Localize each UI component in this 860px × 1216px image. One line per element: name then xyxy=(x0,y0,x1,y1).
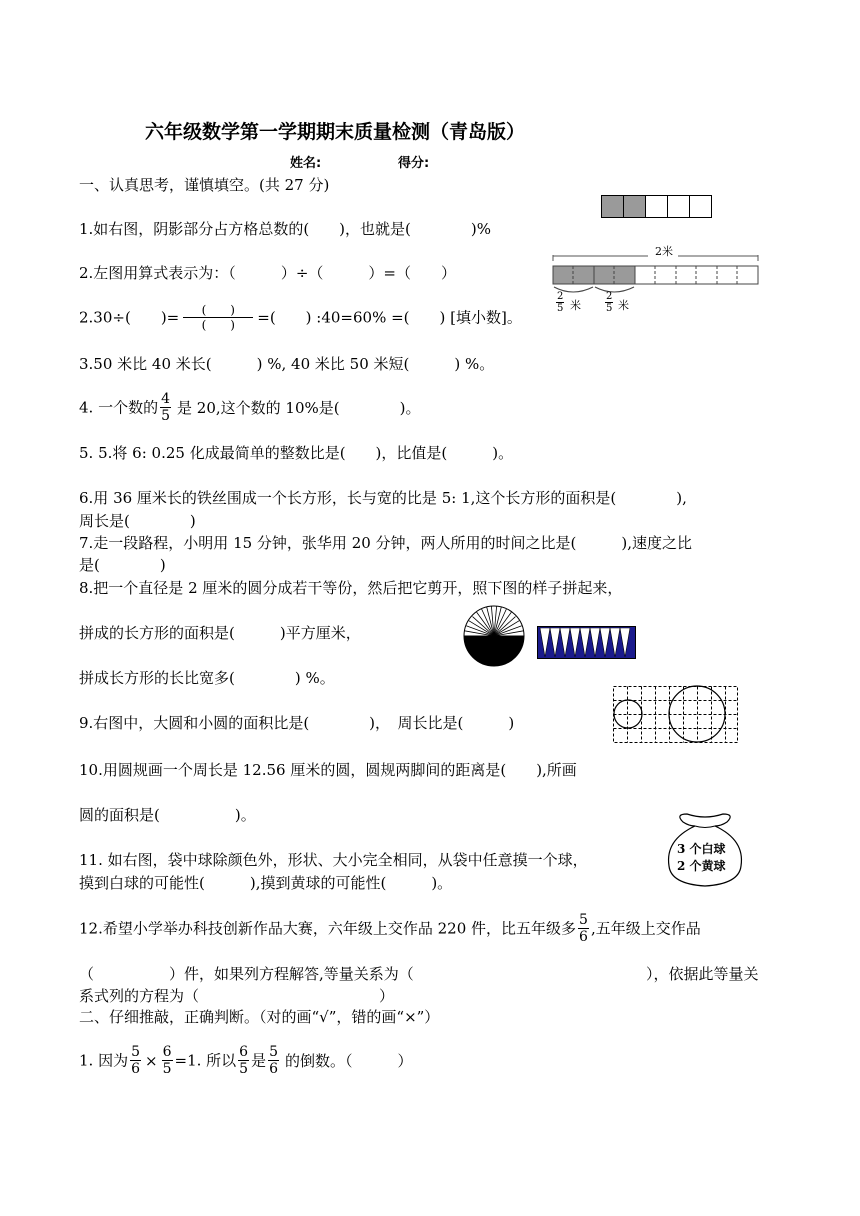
section-1-heading: 一、认真思考，谨慎填空。(共 27 分) xyxy=(79,176,330,194)
question-12-line-2b: ），依据此等量关 xyxy=(646,965,759,983)
question-12-line-1 xyxy=(79,912,701,945)
question-3: 3.50 米比 40 米长( ) %, 40 米比 50 米短( ) %。 xyxy=(79,355,495,373)
q1-cell-shaded-1 xyxy=(602,196,624,218)
j1-frac-b: $\frac{6}{5}$ xyxy=(162,1044,172,1077)
q1-cell-4 xyxy=(668,196,690,218)
question-8-line-2: 拼成的长方形的面积是( )平方厘米， xyxy=(79,624,361,642)
q1-grid-figure xyxy=(601,195,714,219)
bag-line-2: 2 个黄球 xyxy=(677,859,726,873)
q2-figure xyxy=(548,241,763,316)
question-1: 1.如右图，阴影部分占方格总数的( )，也就是( )% xyxy=(79,220,491,238)
question-10-line-1: 10.用圆规画一个周长是 12.56 厘米的圆，圆规两脚间的距离是( ),所画 xyxy=(79,761,577,779)
page-title: 六年级数学第一学期期末质量检测（青岛版） xyxy=(145,121,526,143)
q2-piece-unit-1: 米 xyxy=(570,299,581,312)
question-4 xyxy=(79,391,420,424)
question-10-line-2: 圆的面积是( )。 xyxy=(79,806,256,824)
q2-piece-fraction-2: $\frac{2}{5}$ xyxy=(606,291,613,314)
question-12-line-3: 系式列的方程为（ ） xyxy=(79,987,395,1005)
question-11-line-2: 摸到白球的可能性( ),摸到黄球的可能性( )。 xyxy=(79,874,453,892)
question-7-line-2: 是( ) xyxy=(79,556,166,574)
q1-cell-shaded-2 xyxy=(624,196,646,218)
j1-frac-d: $\frac{5}{6}$ xyxy=(269,1044,279,1077)
q4-prefix: 4. 一个数的 xyxy=(79,398,159,417)
q2b-suffix: =( ) :40=60% =( ) [填小数]。 xyxy=(257,308,522,327)
q2b-prefix: 2.30÷( )= xyxy=(79,308,180,327)
q4-fraction: $\frac{4}{5}$ xyxy=(161,391,171,424)
question-2: 2.左图用算式表示为：（ ）÷（ ）=（ ） xyxy=(79,264,456,282)
q12-fraction: $\frac{5}{6}$ xyxy=(579,912,588,945)
question-9: 9.右图中，大圆和小圆的面积比是( )， 周长比是( ) xyxy=(79,714,515,732)
q11-bag-figure xyxy=(655,810,755,890)
question-7-line-1: 7.走一段路程，小明用 15 分钟，张华用 20 分钟，两人所用的时间之比是( ),速度之比 xyxy=(79,534,693,552)
j1-frac-a: $\frac{5}{6}$ xyxy=(131,1044,141,1077)
question-11-line-1: 11. 如右图，袋中球除颜色外，形状、大小完全相同，从袋中任意摸一个球， xyxy=(79,851,588,869)
bag-line-1: 3 个白球 xyxy=(677,842,726,856)
q8-circle-sectors-figure xyxy=(463,605,525,667)
section-2-heading: 二、仔细推敲，正确判断。（对的画“√”，错的画“×”） xyxy=(79,1008,440,1026)
q2-piece-unit-2: 米 xyxy=(618,299,629,312)
question-8-line-3: 拼成长方形的长比宽多( ) %。 xyxy=(79,669,335,687)
q1-cell-5 xyxy=(690,196,712,218)
question-2b xyxy=(79,303,522,339)
q2b-fraction: $\frac{( )}{( )}$ xyxy=(183,303,253,332)
q4-suffix: 是 20,这个数的 10%是( )。 xyxy=(177,398,421,417)
judgement-1: 1. 因为 $\frac{5}{6}$ × $\frac{6}{5}$ =1. 所以 $\frac{6}{5}$ 是 $\frac{5}{6}$ 的倒数。（ ） xyxy=(79,1044,413,1077)
q12-suffix: ,五年级上交作品 xyxy=(590,919,701,938)
q12-prefix: 12.希望小学举办科技创新作品大赛，六年级上交作品 220 件，比五年级多 xyxy=(79,919,577,938)
score-label: 得分: xyxy=(398,156,430,171)
question-6-line-1: 6.用 36 厘米长的铁丝围成一个长方形，长与宽的比是 5: 1,这个长方形的面积是( ), xyxy=(79,489,687,507)
question-6-line-2: 周长是( ) xyxy=(79,512,196,530)
q8-rearranged-rectangle-figure xyxy=(537,626,637,660)
q1-cell-3 xyxy=(646,196,668,218)
q2-total-label: 2米 xyxy=(655,245,673,258)
question-8-line-1: 8.把一个直径是 2 厘米的圆分成若干等份，然后把它剪开，照下图的样子拼起来， xyxy=(79,579,623,597)
question-5: 5. 5.将 6: 0.25 化成最简单的整数比是( )，比值是( )。 xyxy=(79,444,514,462)
name-label: 姓名: xyxy=(290,156,322,171)
question-12-line-2a: （ ）件，如果列方程解答,等量关系为（ xyxy=(79,965,414,983)
q2-piece-fraction-1: $\frac{2}{5}$ xyxy=(557,291,564,314)
q9-circles-grid-figure xyxy=(605,685,740,745)
j1-frac-c: $\frac{6}{5}$ xyxy=(239,1044,249,1077)
